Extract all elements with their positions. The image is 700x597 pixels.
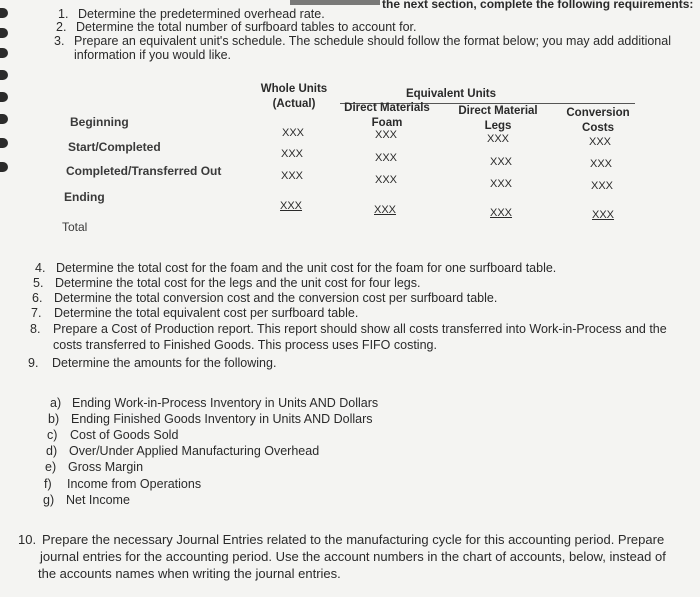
col-dm-legs-header: Direct Material Legs xyxy=(458,105,538,132)
item-3: 3. xyxy=(54,34,65,48)
col-conversion-header: Conversion Costs xyxy=(566,107,630,134)
sub-a-text: Ending Work-in-Process Inventory in Units AND Dollars xyxy=(72,396,379,410)
cell-foam-ending: XXX xyxy=(374,204,397,216)
cell-whole-start: XXX xyxy=(281,148,304,160)
sub-b-letter: b) xyxy=(48,412,60,426)
item-5-num: 5. xyxy=(33,276,44,290)
item-10-line-3: the accounts names when writing the journal entries. xyxy=(38,566,341,581)
cell-whole-beginning: XXX xyxy=(282,127,305,139)
col-dm-foam-header: Direct Materials Foam xyxy=(344,102,430,129)
row-label-ending: Ending xyxy=(64,190,105,204)
item-8-text: Prepare a Cost of Production report. This report should show all costs transferred into Work-in-Process and the xyxy=(53,322,667,336)
cell-foam-start: XXX xyxy=(375,152,398,164)
item-10-num: 10. xyxy=(18,532,37,547)
sub-e-text: Gross Margin xyxy=(68,460,144,474)
item-8-num: 8. xyxy=(30,322,41,336)
row-label-completed-transferred: Completed/Transferred Out xyxy=(66,164,222,178)
item-4-text: Determine the total cost for the foam and the unit cost for the foam for one surfboard table. xyxy=(56,261,557,275)
item-2: 2. xyxy=(56,20,67,34)
cell-legs-ending: XXX xyxy=(490,207,513,219)
sub-e-letter: e) xyxy=(45,460,57,474)
whole-units-header: Whole Units (Actual) xyxy=(260,83,328,110)
row-label-total: Total xyxy=(62,220,88,234)
sub-g-text: Net Income xyxy=(66,493,130,507)
row-label-start-completed: Start/Completed xyxy=(68,140,161,154)
sub-d-text: Over/Under Applied Manufacturing Overhead xyxy=(69,444,320,458)
item-2-text: Determine the total number of surfboard tables to account for. xyxy=(76,20,417,34)
item-3-text: Prepare an equivalent unit's schedule. The schedule should follow the format below; you may add additional xyxy=(74,34,671,48)
cell-conv-start: XXX xyxy=(590,158,613,170)
cell-whole-ending: XXX xyxy=(280,200,303,212)
cell-legs-transferred: XXX xyxy=(490,178,513,190)
item-7-text: Determine the total equivalent cost per surfboard table. xyxy=(54,306,359,320)
cell-conv-beginning: XXX xyxy=(589,136,612,148)
cell-foam-transferred: XXX xyxy=(375,174,398,186)
item-10-line-2: journal entries for the accounting period. Use the account numbers in the chart of accounts, below, instead of xyxy=(40,549,666,564)
item-6-num: 6. xyxy=(32,291,43,305)
sub-b-text: Ending Finished Goods Inventory in Units AND Dollars xyxy=(71,412,373,426)
item-8-continuation: costs transferred to Finished Goods. This process uses FIFO costing. xyxy=(53,338,437,352)
row-label-beginning: Beginning xyxy=(70,115,129,129)
sub-a-letter: a) xyxy=(50,396,62,410)
cell-conv-transferred: XXX xyxy=(591,180,614,192)
item-7-num: 7. xyxy=(31,306,42,320)
item-1-text: Determine the predetermined overhead rate. xyxy=(78,7,325,21)
cell-foam-beginning: XXX xyxy=(375,129,398,141)
notebook-binding xyxy=(0,0,12,200)
item-3-continuation: information if you would like. xyxy=(74,48,232,62)
item-9-text: Determine the amounts for the following. xyxy=(52,356,277,370)
item-5-text: Determine the total cost for the legs and the unit cost for four legs. xyxy=(55,276,421,290)
sub-f-text: Income from Operations xyxy=(67,477,202,491)
sub-f-letter: f) xyxy=(44,477,52,491)
item-1: 1. xyxy=(58,7,69,21)
equivalent-units-header: Equivalent Units xyxy=(405,88,497,100)
sub-c-letter: c) xyxy=(47,428,58,442)
sub-g-letter: g) xyxy=(43,493,55,507)
sub-d-letter: d) xyxy=(46,444,58,458)
intro-fragment: the next section, complete the following requirements: xyxy=(382,0,694,11)
cell-legs-start: XXX xyxy=(490,156,513,168)
item-4-num: 4. xyxy=(35,261,46,275)
cropped-text-bar xyxy=(290,0,380,5)
sub-c-text: Cost of Goods Sold xyxy=(70,428,179,442)
cell-whole-transferred: XXX xyxy=(281,170,304,182)
cell-conv-ending: XXX xyxy=(592,209,615,221)
item-10-line-1: Prepare the necessary Journal Entries related to the manufacturing cycle for this accounting period. Prepare xyxy=(42,532,665,547)
cell-legs-beginning: XXX xyxy=(487,133,510,145)
item-9-num: 9. xyxy=(28,356,39,370)
item-6-text: Determine the total conversion cost and the conversion cost per surfboard table. xyxy=(54,291,498,305)
